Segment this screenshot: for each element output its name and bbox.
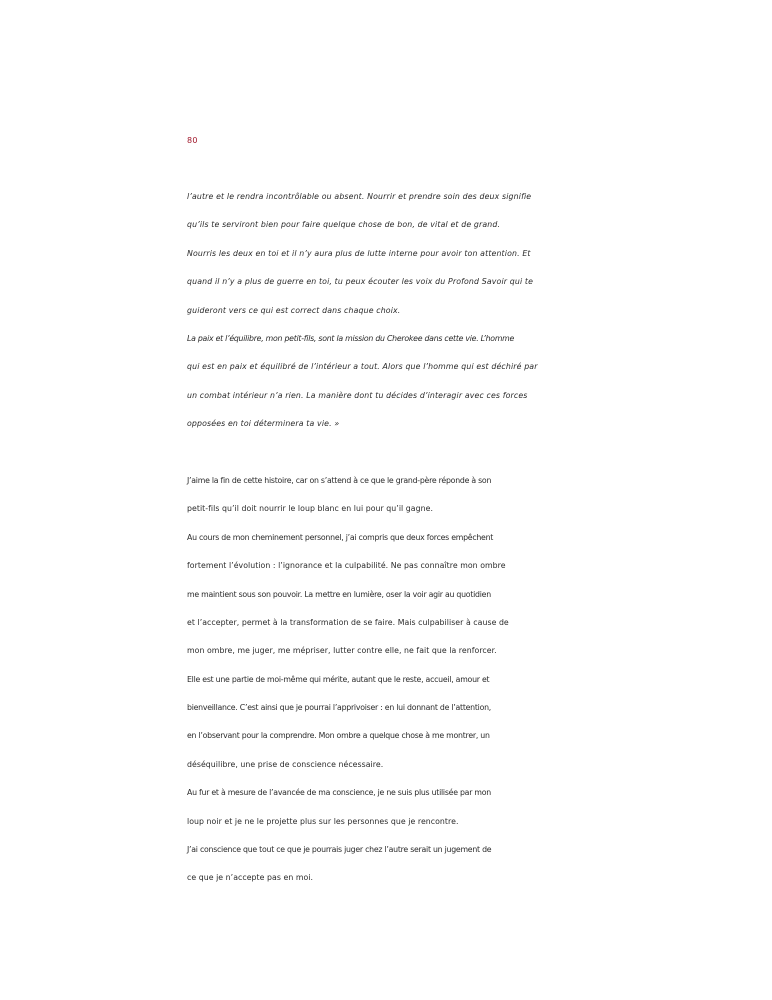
body-line-1: J’aime la fin de cette histoire, car on s’attend à ce que le grand-père réponde à son [187,476,492,485]
body-line-14: J’ai conscience que tout ce que je pourrais juger chez l’autre serait un jugement de [187,845,492,854]
italic-line-8: un combat intérieur n’a rien. La manière dont tu décides d’interagir avec ces forces [187,391,528,400]
body-line-11: déséquilibre, une prise de conscience nécessaire. [187,760,384,769]
italic-line-2: qu’ils te serviront bien pour faire quelque chose de bon, de vital et de grand. [187,220,501,229]
italic-line-6: La paix et l’équilibre, mon petit-fils, sont la mission du Cherokee dans cette vie. L’homme [187,334,515,343]
body-line-7: mon ombre, me juger, me mépriser, lutter contre elle, ne fait que la renforcer. [187,646,497,655]
body-line-4: fortement l’évolution : l’ignorance et la culpabilité. Ne pas connaître mon ombre [187,561,506,570]
body-line-15: ce que je n’accepte pas en moi. [187,873,314,882]
body-line-2: petit-fils qu’il doit nourrir le loup blanc en lui pour qu’il gagne. [187,504,433,513]
italic-line-3: Nourris les deux en toi et il n’y aura plus de lutte interne pour avoir ton attention. Et [187,249,531,258]
body-line-13: loup noir et je ne le projette plus sur les personnes que je rencontre. [187,817,459,826]
body-line-6: et l’accepter, permet à la transformation de se faire. Mais culpabiliser à cause de [187,618,509,627]
body-line-5: me maintient sous son pouvoir. La mettre en lumière, oser la voir agir au quotidien [187,590,491,599]
page-number: 80 [187,136,198,145]
italic-line-5: guideront vers ce qui est correct dans chaque choix. [187,306,401,315]
body-line-9: bienveillance. C’est ainsi que je pourrai l’apprivoiser : en lui donnant de l’attention, [187,703,492,712]
body-line-8: Elle est une partie de moi-même qui mérite, autant que le reste, accueil, amour et [187,675,490,684]
italic-line-1: l’autre et le rendra incontrôlable ou absent. Nourrir et prendre soin des deux signifie [187,192,532,201]
body-line-12: Au fur et à mesure de l’avancée de ma conscience, je ne suis plus utilisée par mon [187,788,491,797]
italic-line-9: opposées en toi déterminera ta vie. » [187,419,340,428]
body-line-10: en l’observant pour la comprendre. Mon ombre a quelque chose à me montrer, un [187,731,490,740]
italic-line-7: qui est en paix et équilibré de l’intérieur a tout. Alors que l’homme qui est déchiré par [187,362,538,371]
body-line-3: Au cours de mon cheminement personnel, j’ai compris que deux forces empêchent [187,533,494,542]
italic-line-4: quand il n’y a plus de guerre en toi, tu peux écouter les voix du Profond Savoir qui te [187,277,534,286]
